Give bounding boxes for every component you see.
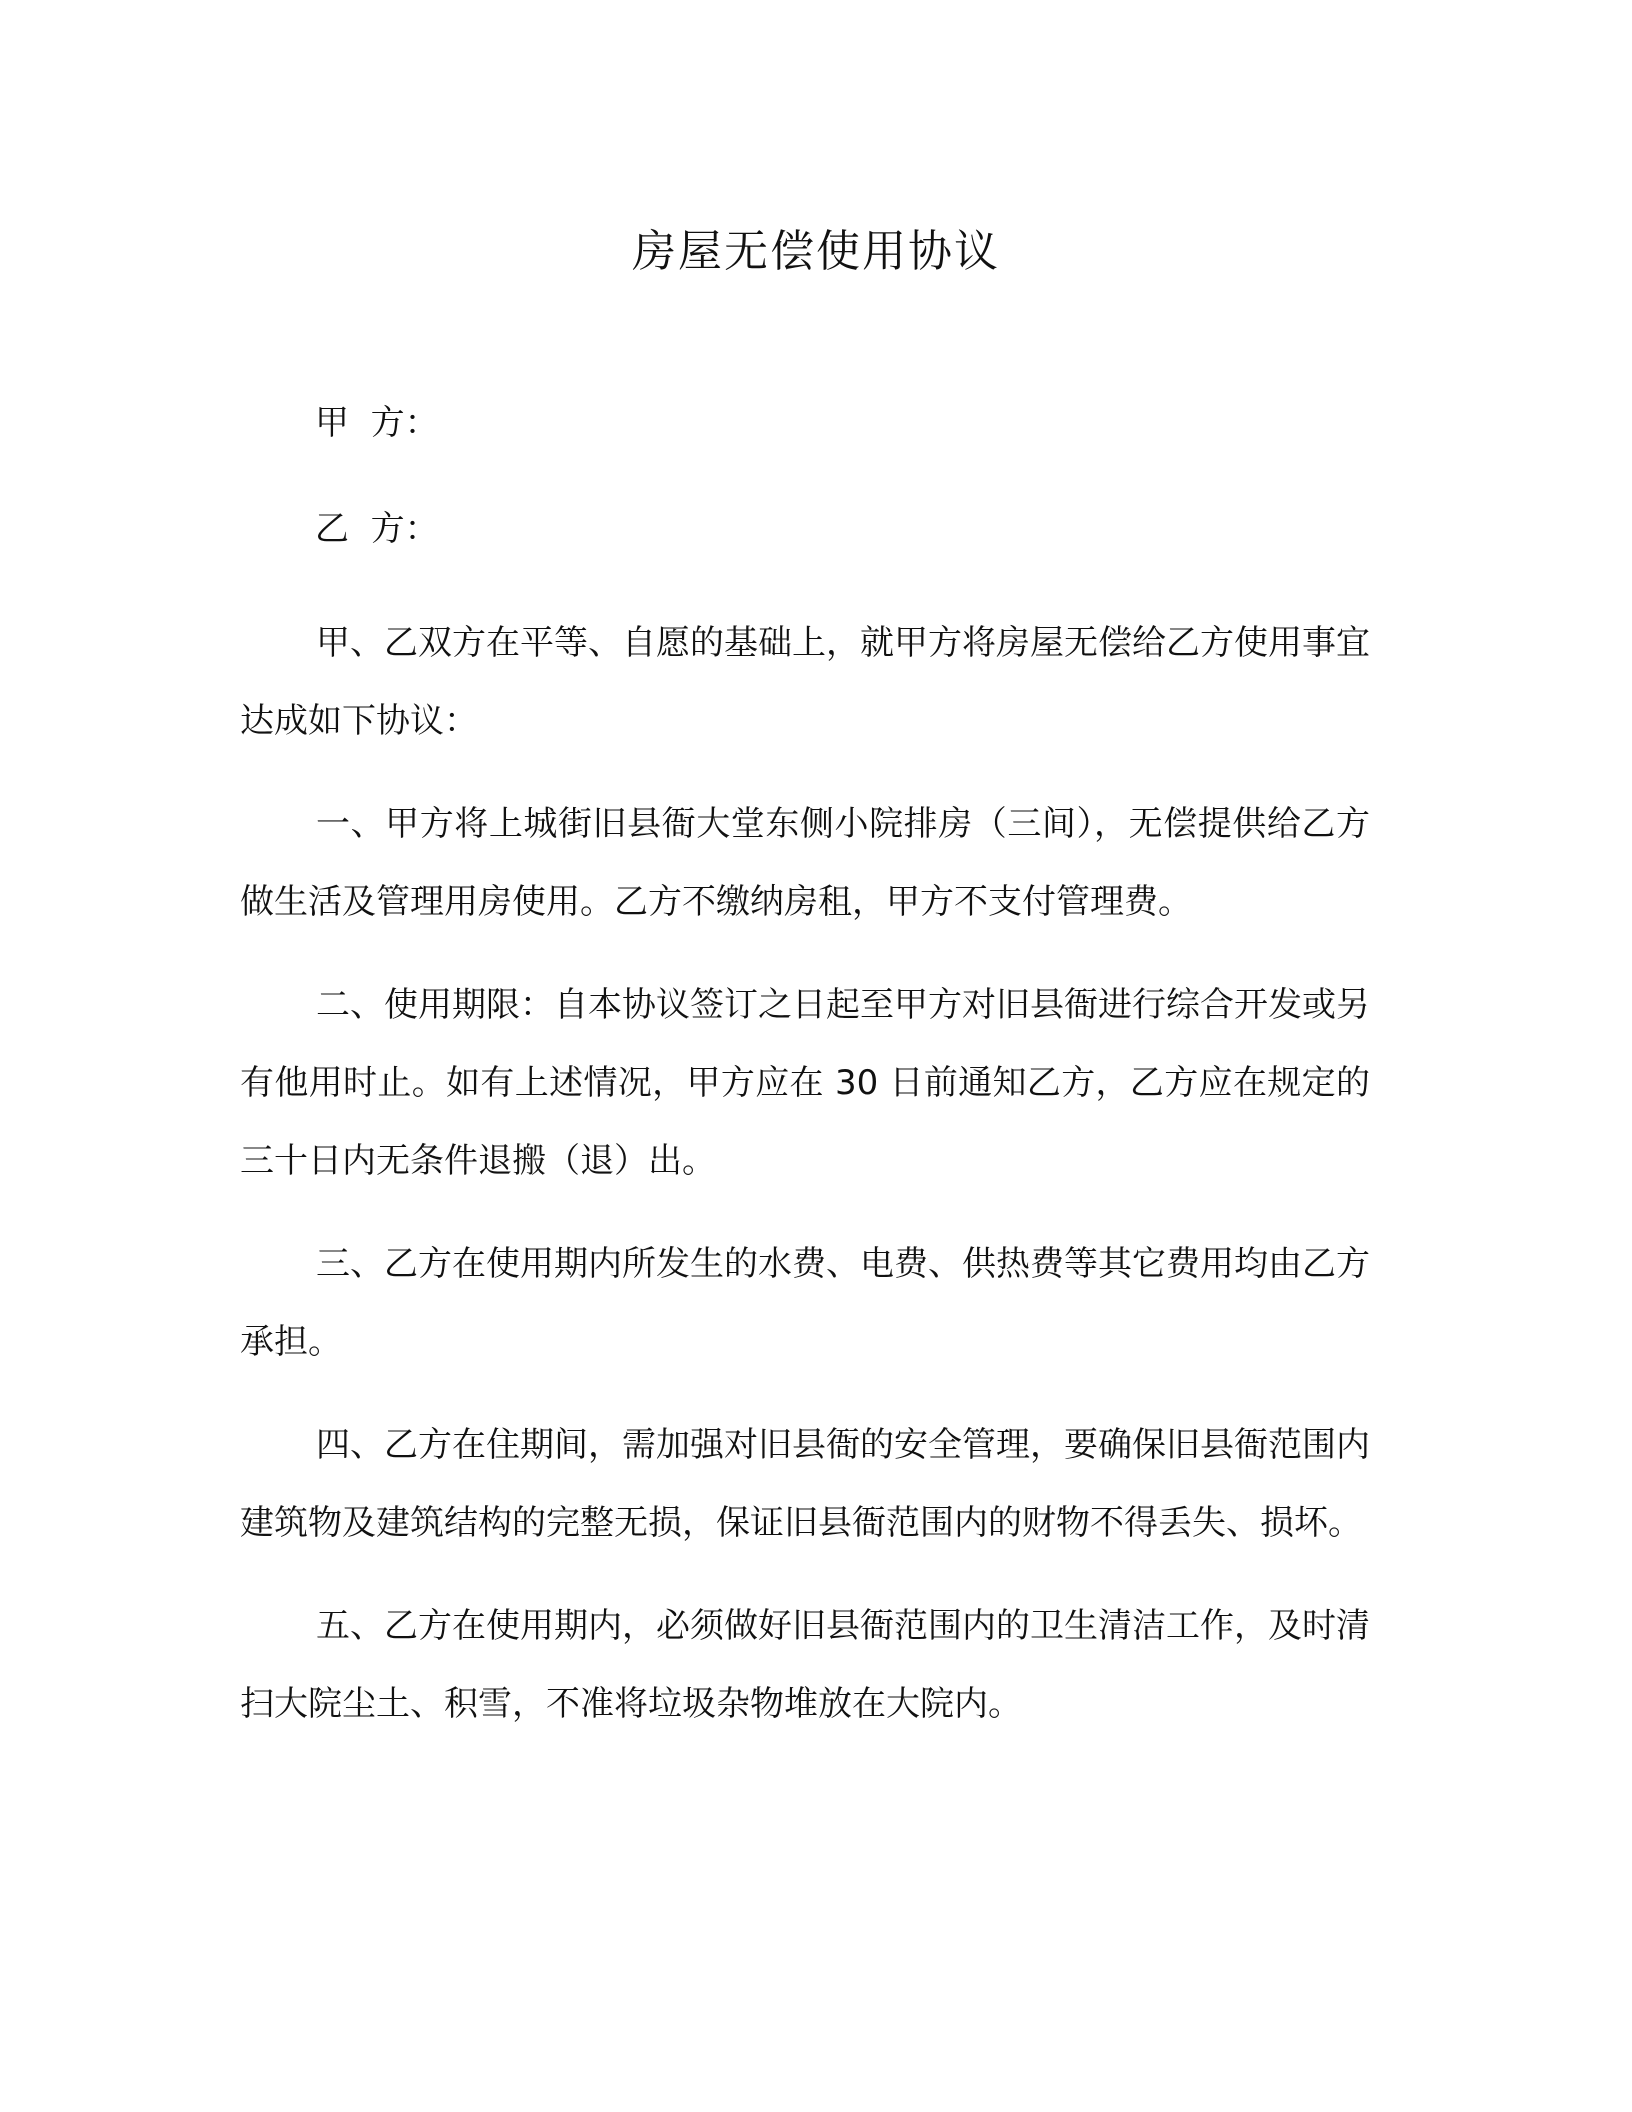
clause-5: 五、乙方在使用期内，必须做好旧县衙范围内的卫生清洁工作，及时清扫大院尘土、积雪，不准将垃圾杂物堆放在大院内。 [240, 1606, 1370, 1724]
document-title: 房屋无偿使用协议 [632, 226, 1000, 277]
party-a-label: 甲 方： [315, 403, 439, 443]
clause-1: 一、甲方将上城街旧县衙大堂东侧小院排房（三间），无偿提供给乙方做生活及管理用房使用。乙方不缴纳房租，甲方不支付管理费。 [240, 804, 1370, 922]
intro-paragraph: 甲、乙双方在平等、自愿的基础上，就甲方将房屋无偿给乙方使用事宜达成如下协议： [240, 623, 1370, 741]
clause-3: 三、乙方在使用期内所发生的水费、电费、供热费等其它费用均由乙方承担。 [240, 1244, 1370, 1362]
clause-4: 四、乙方在住期间，需加强对旧县衙的安全管理，要确保旧县衙范围内建筑物及建筑结构的完整无损，保证旧县衙范围内的财物不得丢失、损坏。 [240, 1425, 1370, 1543]
clause-2: 二、使用期限：自本协议签订之日起至甲方对旧县衙进行综合开发或另有他用时止。如有上述情况，甲方应在 30 日前通知乙方，乙方应在规定的三十日内无条件退搬（退）出。 [240, 985, 1370, 1181]
party-b-label: 乙 方： [315, 509, 439, 549]
agreement-body [240, 604, 1370, 1768]
